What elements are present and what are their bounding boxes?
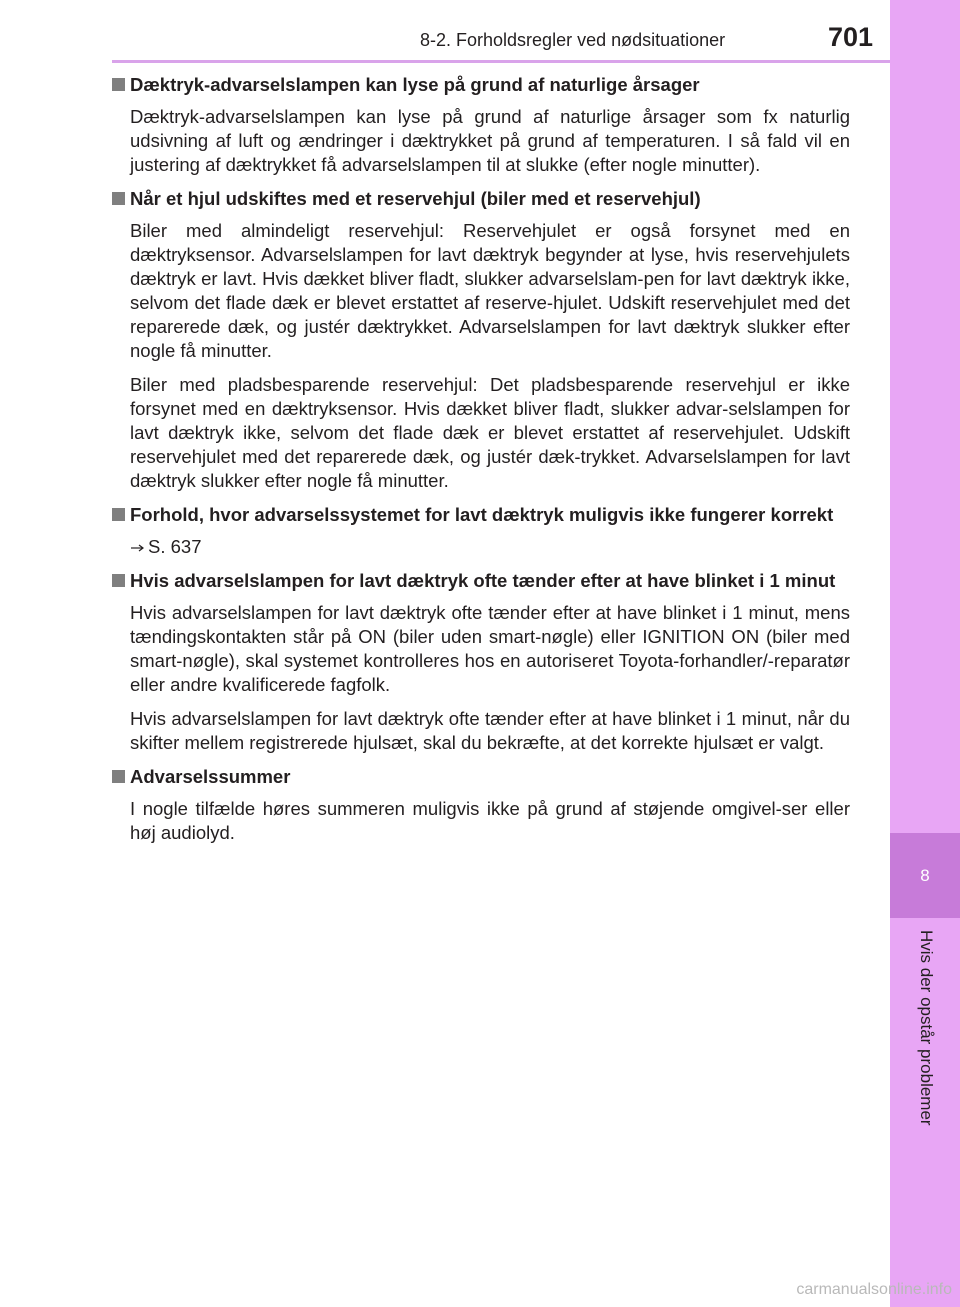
page-header <box>0 0 890 60</box>
section-heading <box>110 73 850 97</box>
paragraph: Biler med pladsbesparende reservehjul: Det pladsbesparende reservehjul er ikke forsynet med en dæktryksensor. Hvis dækket bliver fladt, slukker advar-selslampen for lavt dæktryk ikke, selvom det flade dæk er blevet erstattet af reservehjulet. Udskift reservehjulet med det reparerede dæk, og justér dæk-trykket. Advarselslampen for lavt dæktryk slukker efter nogle få minutter. <box>130 374 850 491</box>
heading-text: Forhold, hvor advarselssystemet for lavt dæktryk muligvis ikke fungerer korrekt <box>130 504 834 525</box>
section-warning-buzzer <box>110 765 850 845</box>
section-heading <box>110 765 850 789</box>
section-lamp-blinking <box>110 569 850 755</box>
page-content <box>110 73 850 855</box>
heading-text: Advarselssummer <box>130 766 291 787</box>
paragraph: I nogle tilfælde høres summeren muligvis ikke på grund af støjende omgivel-ser eller høj audiolyd. <box>130 798 850 843</box>
section-heading <box>110 569 850 593</box>
square-bullet-icon <box>112 78 125 91</box>
section-title: 8-2. Forholdsregler ved nødsituationer <box>420 30 726 50</box>
section-heading <box>110 503 850 527</box>
page-number: 701 <box>828 22 874 52</box>
square-bullet-icon <box>112 574 125 587</box>
heading-text: Hvis advarselslampen for lavt dæktryk ofte tænder efter at have blinket i 1 minut <box>130 570 836 591</box>
square-bullet-icon <box>112 770 125 783</box>
section-heading <box>110 187 850 211</box>
paragraph: Dæktryk-advarselslampen kan lyse på grund af naturlige årsager som fx naturlig udsivning af luft og ændringer i dæktrykket på grund af temperaturen. I så fald vil en justering af dæktrykket få advarselslampen til at slukke (efter nogle minutter). <box>130 106 850 175</box>
watermark: carmanualsonline.info <box>796 1281 952 1298</box>
paragraph: Hvis advarselslampen for lavt dæktryk ofte tænder efter at have blinket i 1 minut, mens tændingskontakten står på ON (biler uden smart-nøgle) eller IGNITION ON (biler med smart-nøgle), skal systemet kontrolleres hos en autoriseret Toyota-forhandler/-reparatør eller andre kvalificerede fagfolk. <box>130 602 850 695</box>
paragraph: Hvis advarselslampen for lavt dæktryk ofte tænder efter at have blinket i 1 minut, når du skifter mellem registrerede hjulsæt, skal du bekræfte, at det korrekte hjulsæt er valgt. <box>130 708 850 753</box>
paragraph: Biler med almindeligt reservehjul: Reservehjulet er også forsynet med en dæktryksensor. Advarselslampen for lavt dæktryk begynder at lyse, hvis reservehjulets dæktryk er lavt. Hvis dækket bliver fladt, slukker advarselslam-pen for lavt dæktryk ikke, selvom det flade dæk er blevet erstattet af reserve-hjulet. Udskift reservehjulet med det reparerede dæk, og justér dæktrykket. Advarselslampen for lavt dæktryk slukker efter nogle få minutter. <box>130 220 850 361</box>
section-system-conditions <box>110 503 850 559</box>
square-bullet-icon <box>112 192 125 205</box>
chapter-side-tab <box>890 0 960 1307</box>
page-reference[interactable] <box>110 535 850 559</box>
header-divider <box>112 60 890 63</box>
chapter-title: Hvis der opstår problemer <box>917 930 936 1126</box>
section-spare-wheel <box>110 187 850 493</box>
heading-text: Dæktryk-advarselslampen kan lyse på grund af naturlige årsager <box>130 74 700 95</box>
section-tire-lamp-natural <box>110 73 850 177</box>
arrow-right-icon <box>130 535 148 559</box>
reference-text: S. 637 <box>148 536 202 557</box>
square-bullet-icon <box>112 508 125 521</box>
chapter-number: 8 <box>890 833 960 918</box>
heading-text: Når et hjul udskiftes med et reservehjul (biler med et reservehjul) <box>130 188 701 209</box>
